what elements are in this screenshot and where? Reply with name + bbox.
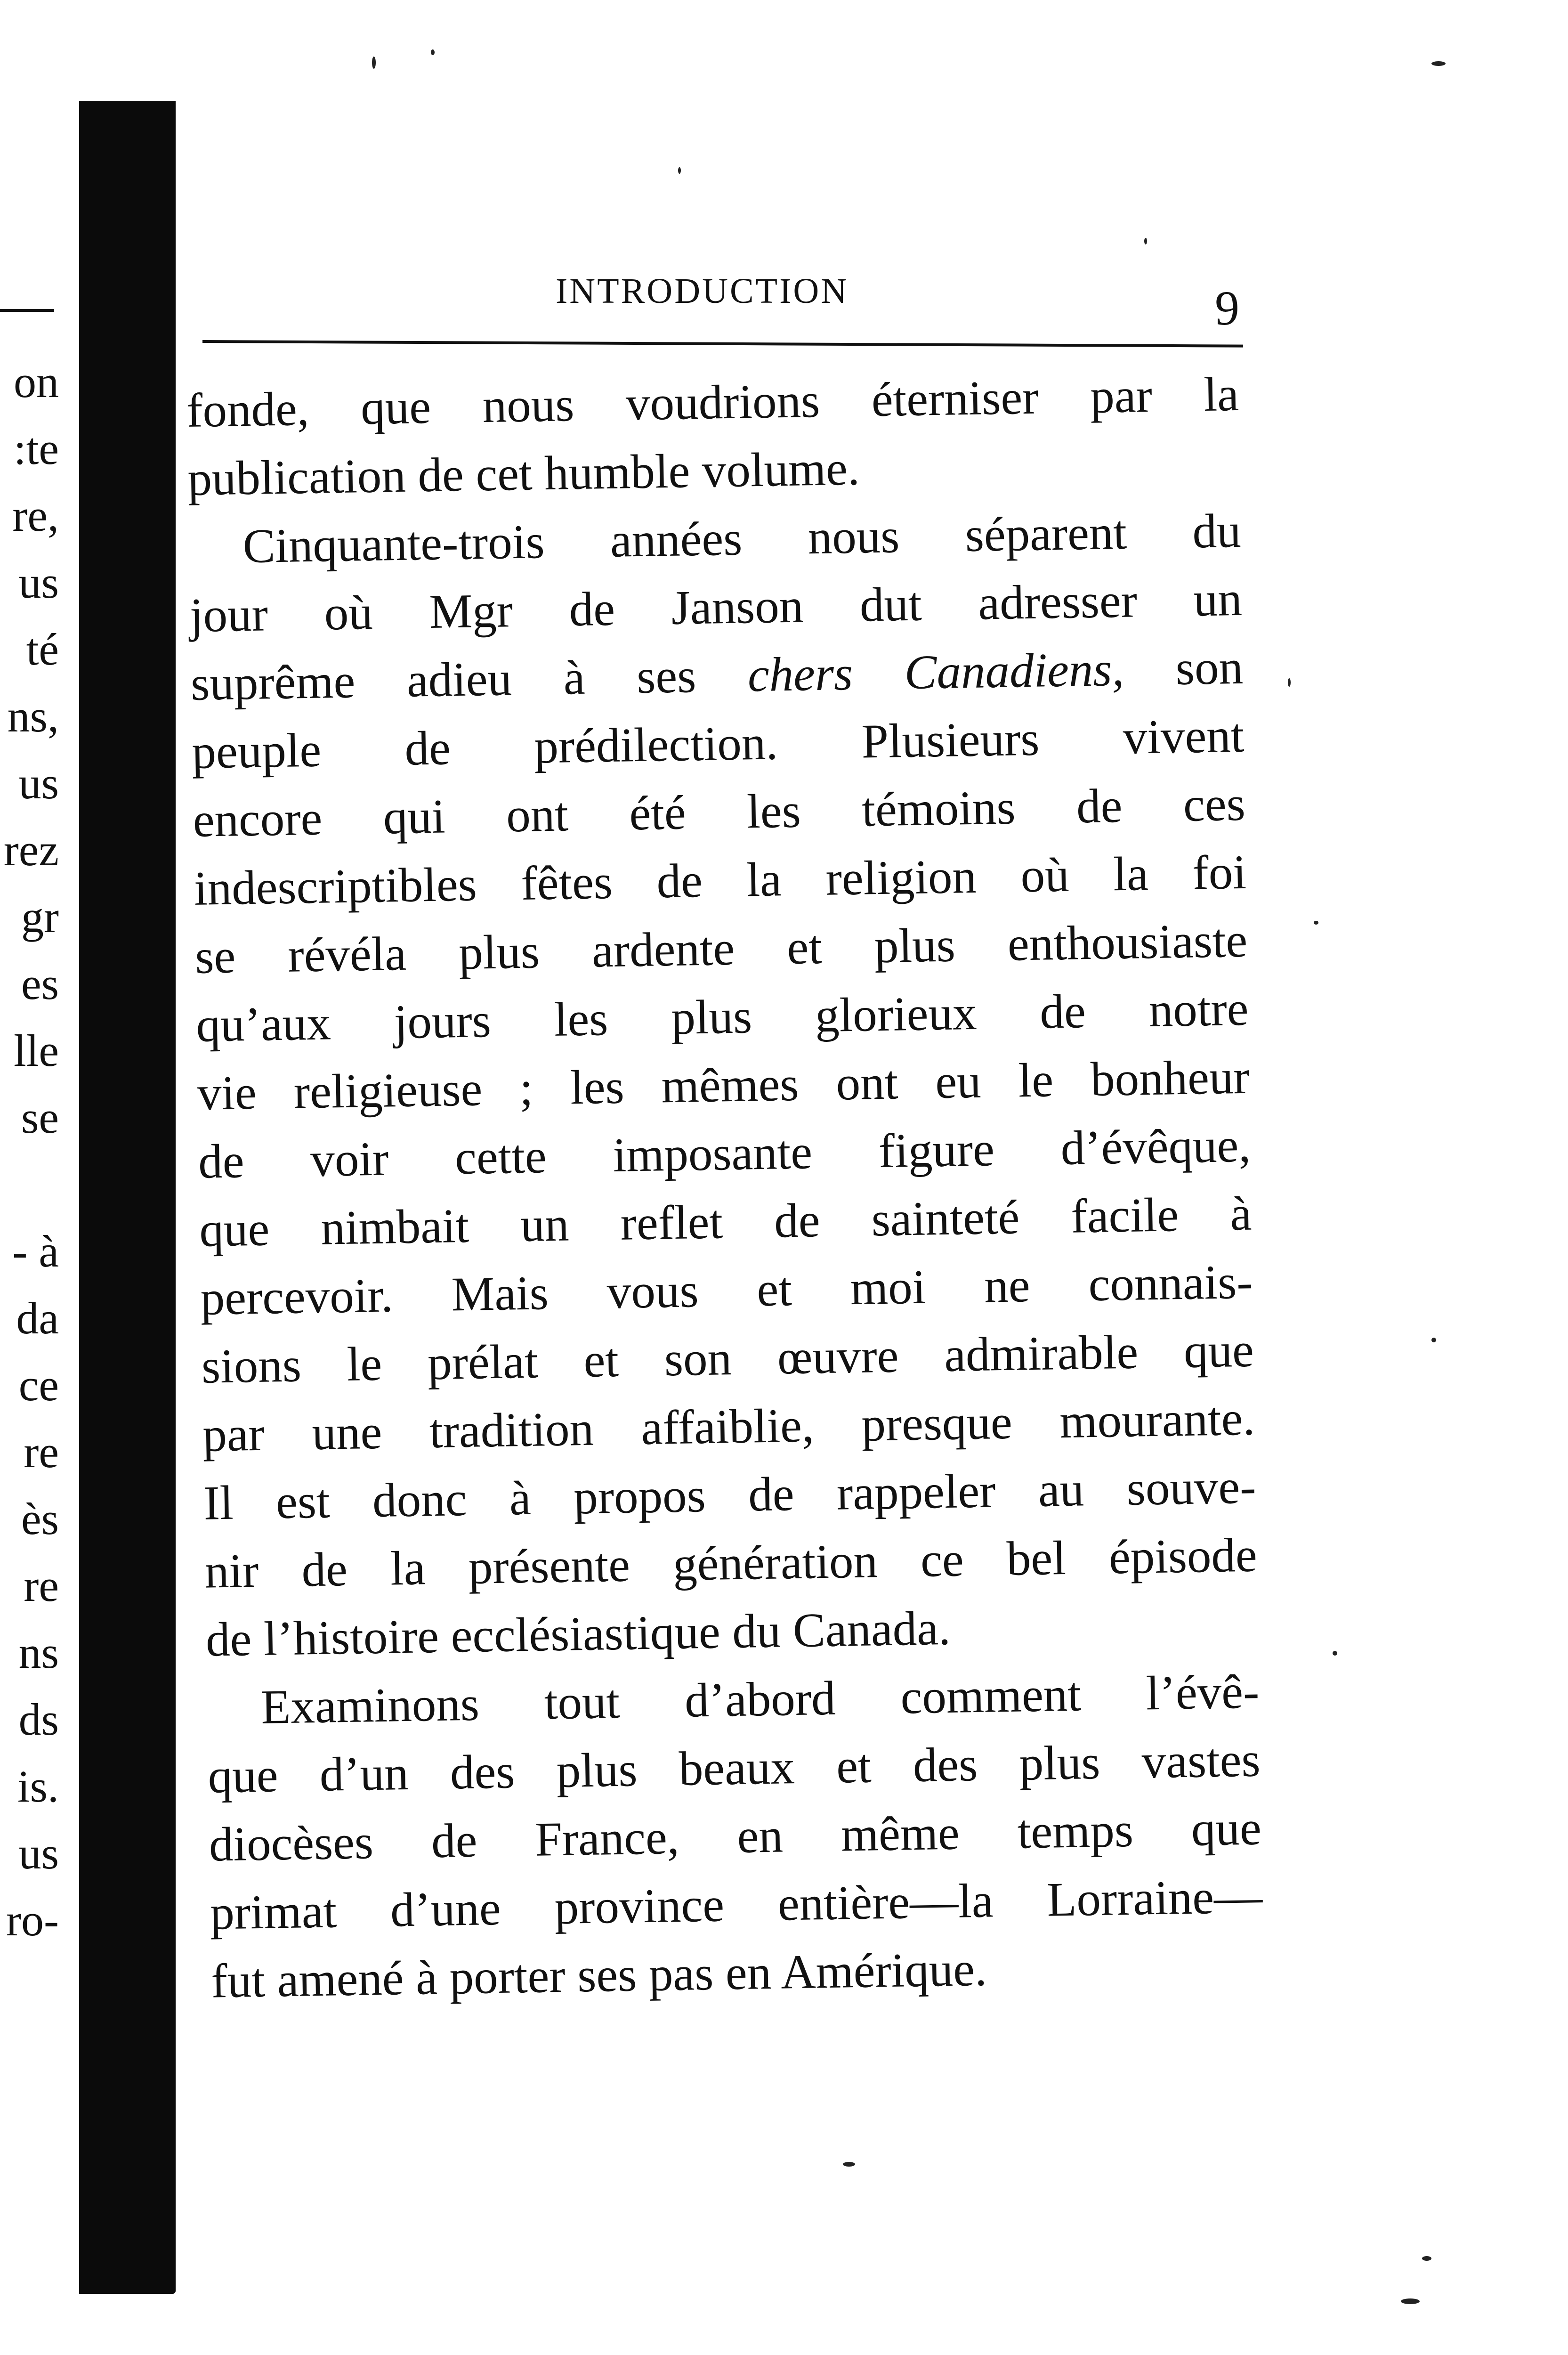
speck [1422, 2256, 1431, 2261]
facing-page-fragment: re [24, 1427, 59, 1477]
facing-page-fragment: - à [12, 1226, 59, 1276]
facing-page-fragment: is. [17, 1761, 59, 1811]
text-line: fut amené à porter ses pas en Amérique. [210, 1942, 987, 2008]
facing-page-fragment [0, 1151, 59, 1218]
speck [1288, 678, 1291, 687]
text-line: de voir cette imposante figure d’évêque, [198, 1118, 1251, 1189]
text-line: par une tradition affaiblie, presque mourante. [202, 1391, 1255, 1462]
text-line: se révéla plus ardente et plus enthousiaste [194, 913, 1248, 984]
text-line: Examinons tout d’abord comment l’évê- [260, 1665, 1260, 1734]
text-line: sions le prélat et son œuvre admirable que [201, 1323, 1254, 1394]
facing-page-fragment: té [26, 624, 59, 674]
facing-page-fragment: ns [18, 1627, 59, 1678]
facing-page-fragment: ès [21, 1494, 59, 1544]
text-line: que d’un des plus beaux et des plus vastes [207, 1733, 1261, 1803]
text-line: nir de la présente génération ce bel épisode [204, 1528, 1258, 1599]
text-line: percevoir. Mais vous et moi ne connais- [200, 1255, 1253, 1325]
facing-page-fragment: rez [3, 825, 59, 875]
facing-page-fragment: da [16, 1293, 59, 1343]
text-line: de l’histoire ecclésiastique du Canada. [205, 1601, 951, 1667]
facing-page-fragment: on [14, 357, 59, 407]
facing-page-fragment: lle [14, 1025, 59, 1076]
paragraph [188, 497, 1259, 1674]
paragraph [186, 360, 1240, 513]
facing-page-fragment: ro- [6, 1895, 59, 1945]
header-rule [202, 340, 1243, 348]
text-line: jour où Mgr de Janson dut adresser un [189, 572, 1243, 642]
text-line: publication de cet humble volume. [187, 441, 860, 506]
speck [1431, 1338, 1436, 1342]
text-line: peuple de prédilection. Plusieurs vivent [191, 708, 1245, 779]
text-line: qu’aux jours les plus glorieux de notre [195, 982, 1249, 1052]
body-text [186, 360, 1264, 2016]
text-line: encore qui ont été les témoins de ces [192, 777, 1246, 847]
facing-page-fragment: us [18, 557, 59, 608]
text-line: Cinquante-trois années nous séparent du [242, 503, 1242, 574]
speck [1314, 921, 1318, 925]
text-line: vie religieuse ; les mêmes ont eu le bonheur [197, 1050, 1250, 1121]
facing-page-fragment: ce [18, 1360, 59, 1410]
text-line: Il est donc à propos de rappeler au souve- [203, 1460, 1257, 1530]
facing-page-fragments [0, 349, 71, 1954]
binding-shadow [79, 101, 176, 2294]
speck [678, 167, 681, 174]
speck [1333, 1651, 1337, 1656]
facing-page-fragment: re [24, 1560, 59, 1611]
facing-page-fragment: se [21, 1092, 59, 1143]
facing-page-fragment: ds [18, 1694, 59, 1745]
running-head: INTRODUCTION [556, 271, 849, 311]
text-line: fonde, que nous voudrions éterniser par la [186, 367, 1239, 438]
facing-page-fragment: :te [14, 423, 59, 474]
text-line: que nimbait un reflet de sainteté facile à [199, 1186, 1253, 1257]
facing-page-fragment: re, [12, 490, 59, 541]
facing-page-rule [0, 309, 54, 312]
speck [843, 2162, 855, 2167]
page-number: 9 [1215, 281, 1239, 335]
facing-page-fragment: us [18, 1828, 59, 1878]
facing-page-fragment: gr [21, 892, 59, 942]
speck [1401, 2298, 1420, 2304]
speck [431, 49, 435, 55]
facing-page-fragment: us [18, 758, 59, 808]
speck [1431, 61, 1446, 66]
text-line: indescriptibles fêtes de la religion où la foi [194, 845, 1247, 916]
text-line: diocèses de France, en même temps que [209, 1801, 1262, 1872]
facing-page-fragment: es [21, 958, 59, 1009]
facing-page-fragment: ns, [7, 691, 59, 741]
speck [1144, 238, 1147, 244]
text-line: primat d’une province entière—la Lorraine— [210, 1869, 1263, 1940]
text-line: suprême adieu à ses chers Canadiens, son [190, 640, 1244, 711]
speck [372, 57, 376, 69]
paragraph [206, 1658, 1264, 2016]
